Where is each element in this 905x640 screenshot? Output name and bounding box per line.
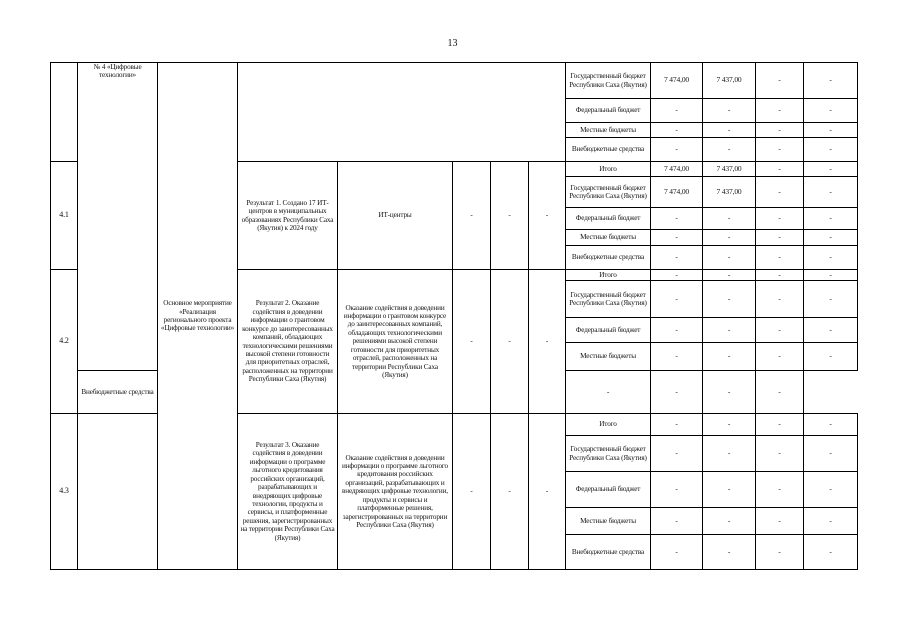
source-label: Государственный бюджет Республики Саха (Якутия) bbox=[566, 281, 651, 318]
table-row bbox=[51, 63, 858, 99]
value-cell: - bbox=[804, 177, 858, 208]
value-cell: - bbox=[804, 472, 858, 508]
result-text: Результат 1. Создано 17 ИТ-центров в муниципальных образованиях Республики Саха (Якутия) к 2024 году bbox=[238, 162, 338, 270]
value-cell: - bbox=[651, 414, 703, 436]
blank-cell bbox=[238, 63, 566, 162]
value-cell: - bbox=[804, 436, 858, 472]
source-label: Государственный бюджет Республики Саха (Якутия) bbox=[566, 436, 651, 472]
value-cell: - bbox=[703, 508, 756, 535]
value-cell: - bbox=[651, 123, 703, 138]
value-cell: - bbox=[756, 535, 804, 570]
result-text: Результат 3. Оказание содействия в доведении информации о программе льготного кредитования российских организаций, разрабатывающих и внедряющих цифровые технологии, продукты и сервисы, и платформенные решения, зарегистрированных на территории Республики Саха (Якутия) bbox=[238, 414, 338, 570]
dash-cell: - bbox=[529, 270, 566, 414]
section-index: 4.3 bbox=[51, 414, 78, 570]
value-cell: - bbox=[756, 162, 804, 177]
value-cell: 7 437,00 bbox=[703, 177, 756, 208]
value-cell: - bbox=[756, 343, 804, 371]
value-cell: - bbox=[756, 123, 804, 138]
value-cell: - bbox=[651, 208, 703, 230]
value-cell: - bbox=[703, 270, 756, 281]
value-cell: - bbox=[651, 472, 703, 508]
value-cell: 7 474,00 bbox=[651, 162, 703, 177]
value-cell: - bbox=[756, 63, 804, 99]
source-label: Государственный бюджет Республики Саха (Якутия) bbox=[566, 63, 651, 99]
value-cell: - bbox=[804, 138, 858, 162]
value-cell: - bbox=[756, 208, 804, 230]
dash-cell: - bbox=[453, 270, 491, 414]
value-cell: - bbox=[651, 99, 703, 123]
dash-cell: - bbox=[529, 162, 566, 270]
value-cell: - bbox=[804, 246, 858, 270]
blank-cell bbox=[78, 414, 158, 570]
value-cell: - bbox=[703, 123, 756, 138]
value-cell: - bbox=[756, 508, 804, 535]
program-table bbox=[50, 62, 858, 570]
value-cell: - bbox=[804, 123, 858, 138]
value-cell: - bbox=[804, 270, 858, 281]
value-cell: - bbox=[651, 318, 703, 343]
value-cell: - bbox=[703, 281, 756, 318]
value-cell: - bbox=[703, 343, 756, 371]
page-number: 13 bbox=[447, 38, 458, 49]
source-label: Внебюджетные средства bbox=[566, 246, 651, 270]
value-cell: - bbox=[703, 138, 756, 162]
source-label: Итого bbox=[566, 270, 651, 281]
source-label: Федеральный бюджет bbox=[566, 318, 651, 343]
value-cell: - bbox=[703, 371, 756, 414]
value-cell: - bbox=[756, 246, 804, 270]
value-cell: - bbox=[804, 208, 858, 230]
dash-cell: - bbox=[529, 414, 566, 570]
value-cell: - bbox=[703, 414, 756, 436]
value-cell: - bbox=[651, 138, 703, 162]
indicator-text: Оказание содействия в доведении информации о программе льготного кредитования российских организаций, разрабатывающих и внедряющих цифровые технологии, продукты и сервисы и платформенные решения, зарегистрированных на территории Республики Саха (Якутия) bbox=[338, 414, 453, 570]
value-cell: - bbox=[756, 414, 804, 436]
value-cell: - bbox=[756, 436, 804, 472]
project-title: № 4 «Цифровые технологии» bbox=[78, 63, 158, 371]
value-cell: - bbox=[651, 246, 703, 270]
value-cell: - bbox=[703, 246, 756, 270]
section-index: 4.1 bbox=[51, 162, 78, 270]
value-cell: - bbox=[703, 230, 756, 246]
value-cell: - bbox=[651, 371, 703, 414]
source-label: Внебюджетные средства bbox=[566, 535, 651, 570]
source-label: Местные бюджеты bbox=[566, 508, 651, 535]
value-cell: - bbox=[756, 99, 804, 123]
value-cell: 7 474,00 bbox=[651, 177, 703, 208]
value-cell: - bbox=[804, 535, 858, 570]
value-cell: - bbox=[756, 138, 804, 162]
value-cell: - bbox=[703, 318, 756, 343]
value-cell: - bbox=[703, 99, 756, 123]
source-label: Итого bbox=[566, 414, 651, 436]
value-cell: - bbox=[804, 281, 858, 318]
value-cell: - bbox=[566, 371, 651, 414]
result-text: Результат 2. Оказание содействия в доведении информации о грантовом конкурсе до заинтересованных компаний, обладающих технологическими решениями высокой степени готовности для приоритетных отраслей, расположенных на территории Республики Саха (Якутия) bbox=[238, 270, 338, 414]
value-cell: - bbox=[804, 63, 858, 99]
value-cell: - bbox=[756, 270, 804, 281]
source-label: Федеральный бюджет bbox=[566, 472, 651, 508]
value-cell: 7 437,00 bbox=[703, 63, 756, 99]
dash-cell: - bbox=[491, 270, 529, 414]
indicator-text: ИТ-центры bbox=[338, 162, 453, 270]
value-cell: - bbox=[756, 177, 804, 208]
value-cell: - bbox=[756, 230, 804, 246]
source-label: Внебюджетные средства bbox=[566, 138, 651, 162]
dash-cell: - bbox=[453, 414, 491, 570]
value-cell: - bbox=[804, 230, 858, 246]
value-cell: - bbox=[804, 162, 858, 177]
value-cell: - bbox=[651, 230, 703, 246]
value-cell: - bbox=[651, 436, 703, 472]
main-event: Основное мероприятие «Реализация регионального проекта «Цифровые технологии» bbox=[158, 63, 238, 570]
source-label: Местные бюджеты bbox=[566, 123, 651, 138]
value-cell: - bbox=[756, 318, 804, 343]
value-cell: - bbox=[651, 281, 703, 318]
value-cell: - bbox=[804, 318, 858, 343]
source-label: Местные бюджеты bbox=[566, 230, 651, 246]
value-cell: - bbox=[703, 472, 756, 508]
value-cell: - bbox=[651, 535, 703, 570]
value-cell: - bbox=[703, 208, 756, 230]
value-cell: 7 474,00 bbox=[651, 63, 703, 99]
dash-cell: - bbox=[491, 162, 529, 270]
value-cell: - bbox=[804, 343, 858, 371]
value-cell: - bbox=[804, 99, 858, 123]
value-cell: - bbox=[651, 343, 703, 371]
value-cell: - bbox=[651, 270, 703, 281]
value-cell: - bbox=[756, 472, 804, 508]
value-cell: - bbox=[804, 414, 858, 436]
section-index: 4.2 bbox=[51, 270, 78, 414]
value-cell: - bbox=[756, 371, 804, 414]
index-cell bbox=[51, 63, 78, 162]
source-label: Местные бюджеты bbox=[566, 343, 651, 371]
source-label: Внебюджетные средства bbox=[78, 371, 158, 414]
source-label: Итого bbox=[566, 162, 651, 177]
value-cell: - bbox=[651, 508, 703, 535]
source-label: Федеральный бюджет bbox=[566, 208, 651, 230]
dash-cell: - bbox=[491, 414, 529, 570]
value-cell: - bbox=[703, 535, 756, 570]
value-cell: 7 437,00 bbox=[703, 162, 756, 177]
dash-cell: - bbox=[453, 162, 491, 270]
source-label: Федеральный бюджет bbox=[566, 99, 651, 123]
value-cell: - bbox=[756, 281, 804, 318]
value-cell: - bbox=[804, 508, 858, 535]
source-label: Государственный бюджет Республики Саха (Якутия) bbox=[566, 177, 651, 208]
indicator-text: Оказание содействия в доведении информации о грантовом конкурсе до заинтересованных компаний, обладающих технологическими решениями высокой степени готовности для приоритетных отраслей, расположенных на территории Республики Саха (Якутия) bbox=[338, 270, 453, 414]
value-cell: - bbox=[703, 436, 756, 472]
